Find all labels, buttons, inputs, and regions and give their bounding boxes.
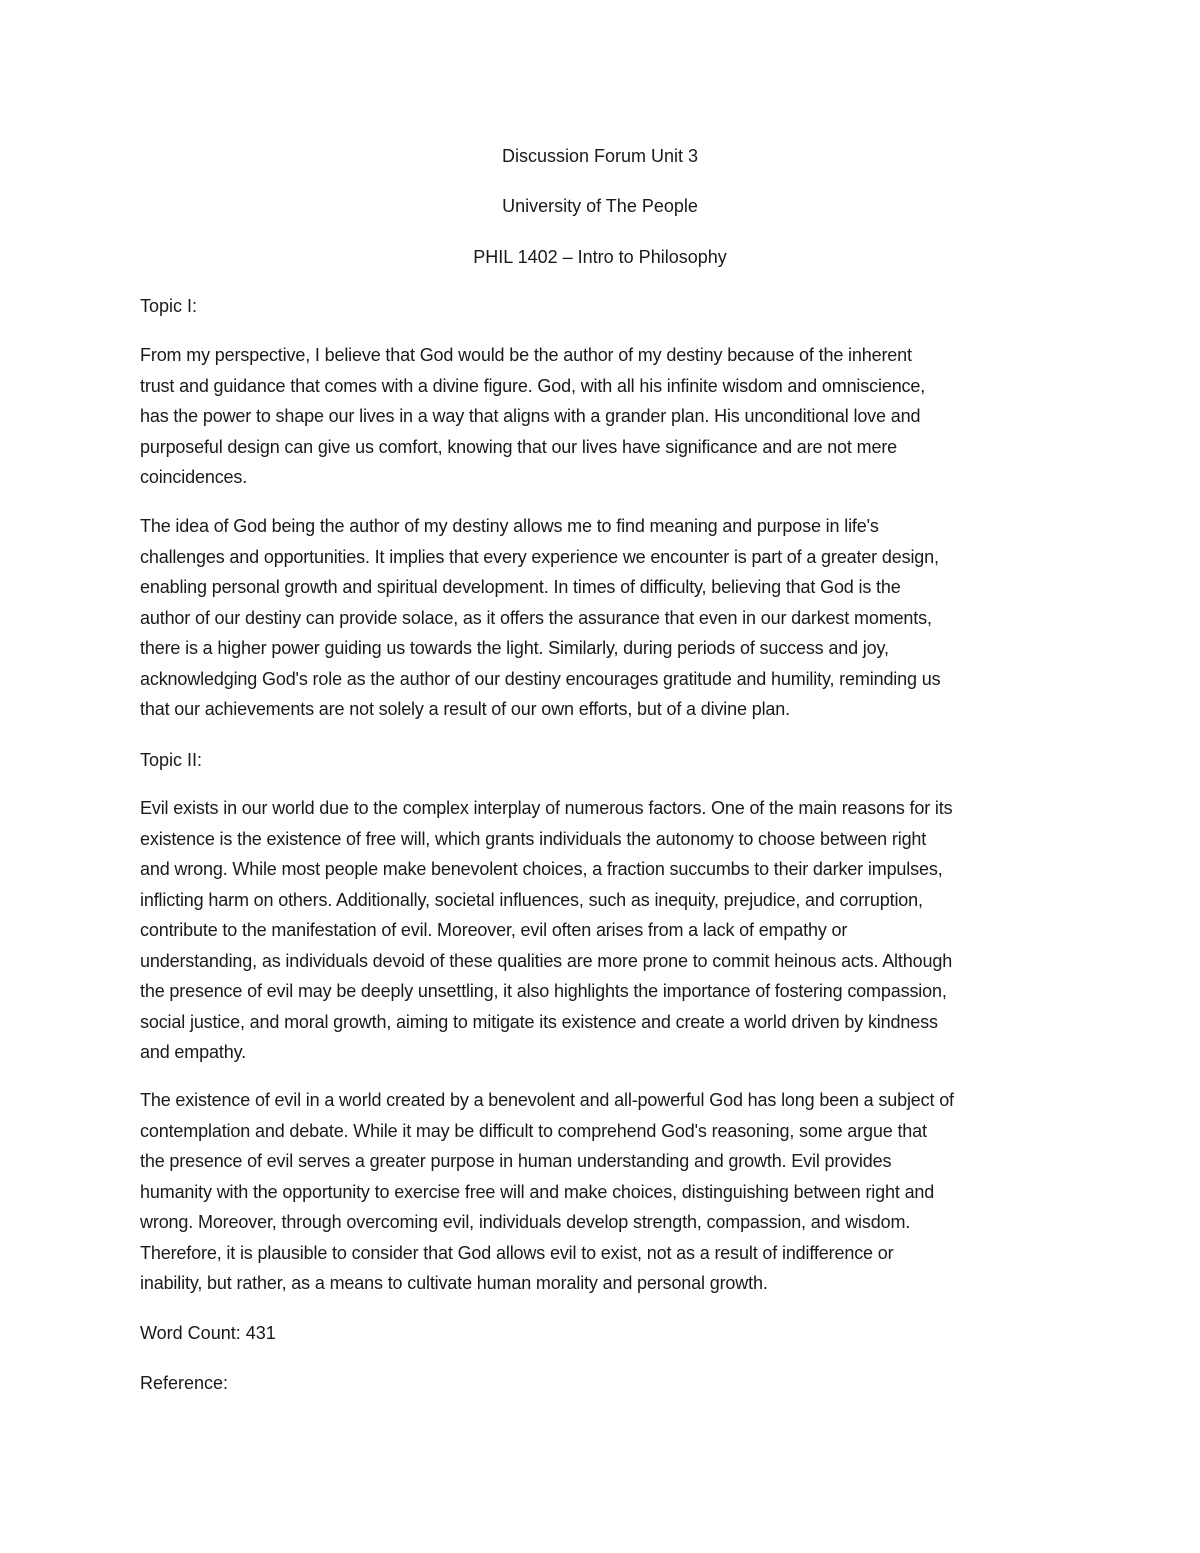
paragraph-line: purposeful design can give us comfort, knowing that our lives have significance and are not mere [140, 436, 898, 457]
paragraph-line: contribute to the manifestation of evil. Moreover, evil often arises from a lack of empathy or [140, 920, 848, 940]
paragraph-line: The existence of evil in a world created by a benevolent and all-powerful God has long been a subject of [140, 1090, 954, 1110]
paragraph-line: humanity with the opportunity to exercise free will and make choices, distinguishing between right and [140, 1181, 935, 1202]
paragraph-line: trust and guidance that comes with a divine figure. God, with all his infinite wisdom and omniscience, [140, 375, 926, 396]
paragraph-line: has the power to shape our lives in a way that aligns with a grander plan. His unconditional love and [140, 406, 921, 426]
document-title: Discussion Forum Unit 3 [501, 146, 699, 166]
institution-name: University of The People [502, 196, 698, 216]
paragraph-line: From my perspective, I believe that God would be the author of my destiny because of the inherent [140, 345, 912, 365]
paragraph-line: there is a higher power guiding us towards the light. Similarly, during periods of success and joy, [140, 638, 889, 658]
paragraph-line: the presence of evil may be deeply unsettling, it also highlights the importance of fostering compassion, [140, 981, 947, 1001]
topic-2-paragraph-2 [140, 1085, 1065, 1299]
paragraph-line: and empathy. [140, 1042, 246, 1062]
paragraph-line: inflicting harm on others. Additionally, societal influences, such as inequity, prejudice, and corruption, [140, 889, 923, 910]
paragraph-line: Therefore, it is plausible to consider that God allows evil to exist, not as a result of indifference or [140, 1242, 894, 1263]
paragraph-line: existence is the existence of free will, which grants individuals the autonomy to choose between right [140, 828, 927, 849]
paragraph-line: coincidences. [140, 467, 248, 487]
paragraph-line: inability, but rather, as a means to cultivate human morality and personal growth. [140, 1273, 768, 1293]
paragraph-line: acknowledging God's role as the author of our destiny encourages gratitude and humility, reminding us [140, 668, 941, 689]
topic-2-paragraph-1 [140, 793, 1065, 1068]
paragraph-line: challenges and opportunities. It implies that every experience we encounter is part of a greater design, [140, 546, 939, 567]
topic-1-paragraph-1 [140, 340, 1065, 493]
paragraph-line: the presence of evil serves a greater purpose in human understanding and growth. Evil provides [140, 1151, 892, 1171]
paragraph-line: wrong. Moreover, through overcoming evil, individuals develop strength, compassion, and wisdom. [140, 1212, 911, 1232]
paragraph-line: enabling personal growth and spiritual development. In times of difficulty, believing that God is the [140, 577, 901, 597]
course-name: PHIL 1402 – Intro to Philosophy [473, 247, 727, 267]
topic-2-heading: Topic II: [140, 750, 203, 770]
reference-heading: Reference: [140, 1373, 229, 1393]
paragraph-line: The idea of God being the author of my destiny allows me to find meaning and purpose in life's [140, 516, 879, 536]
paragraph-line: contemplation and debate. While it may be difficult to comprehend God's reasoning, some argue that [140, 1120, 927, 1141]
paragraph-line: Evil exists in our world due to the complex interplay of numerous factors. One of the main reasons for its [140, 798, 953, 818]
paragraph-line: author of our destiny can provide solace, as it offers the assurance that even in our darkest moments, [140, 607, 932, 628]
topic-1-paragraph-2 [140, 511, 1065, 725]
paragraph-line: that our achievements are not solely a result of our own efforts, but of a divine plan. [140, 699, 790, 719]
topic-1-heading: Topic I: [140, 296, 198, 316]
paragraph-line: understanding, as individuals devoid of these qualities are more prone to commit heinous acts. Although [140, 950, 953, 971]
paragraph-line: and wrong. While most people make benevolent choices, a fraction succumbs to their darker impulses, [140, 859, 943, 879]
word-count: Word Count: 431 [140, 1323, 276, 1343]
paragraph-line: social justice, and moral growth, aiming to mitigate its existence and create a world driven by kindness [140, 1011, 938, 1032]
